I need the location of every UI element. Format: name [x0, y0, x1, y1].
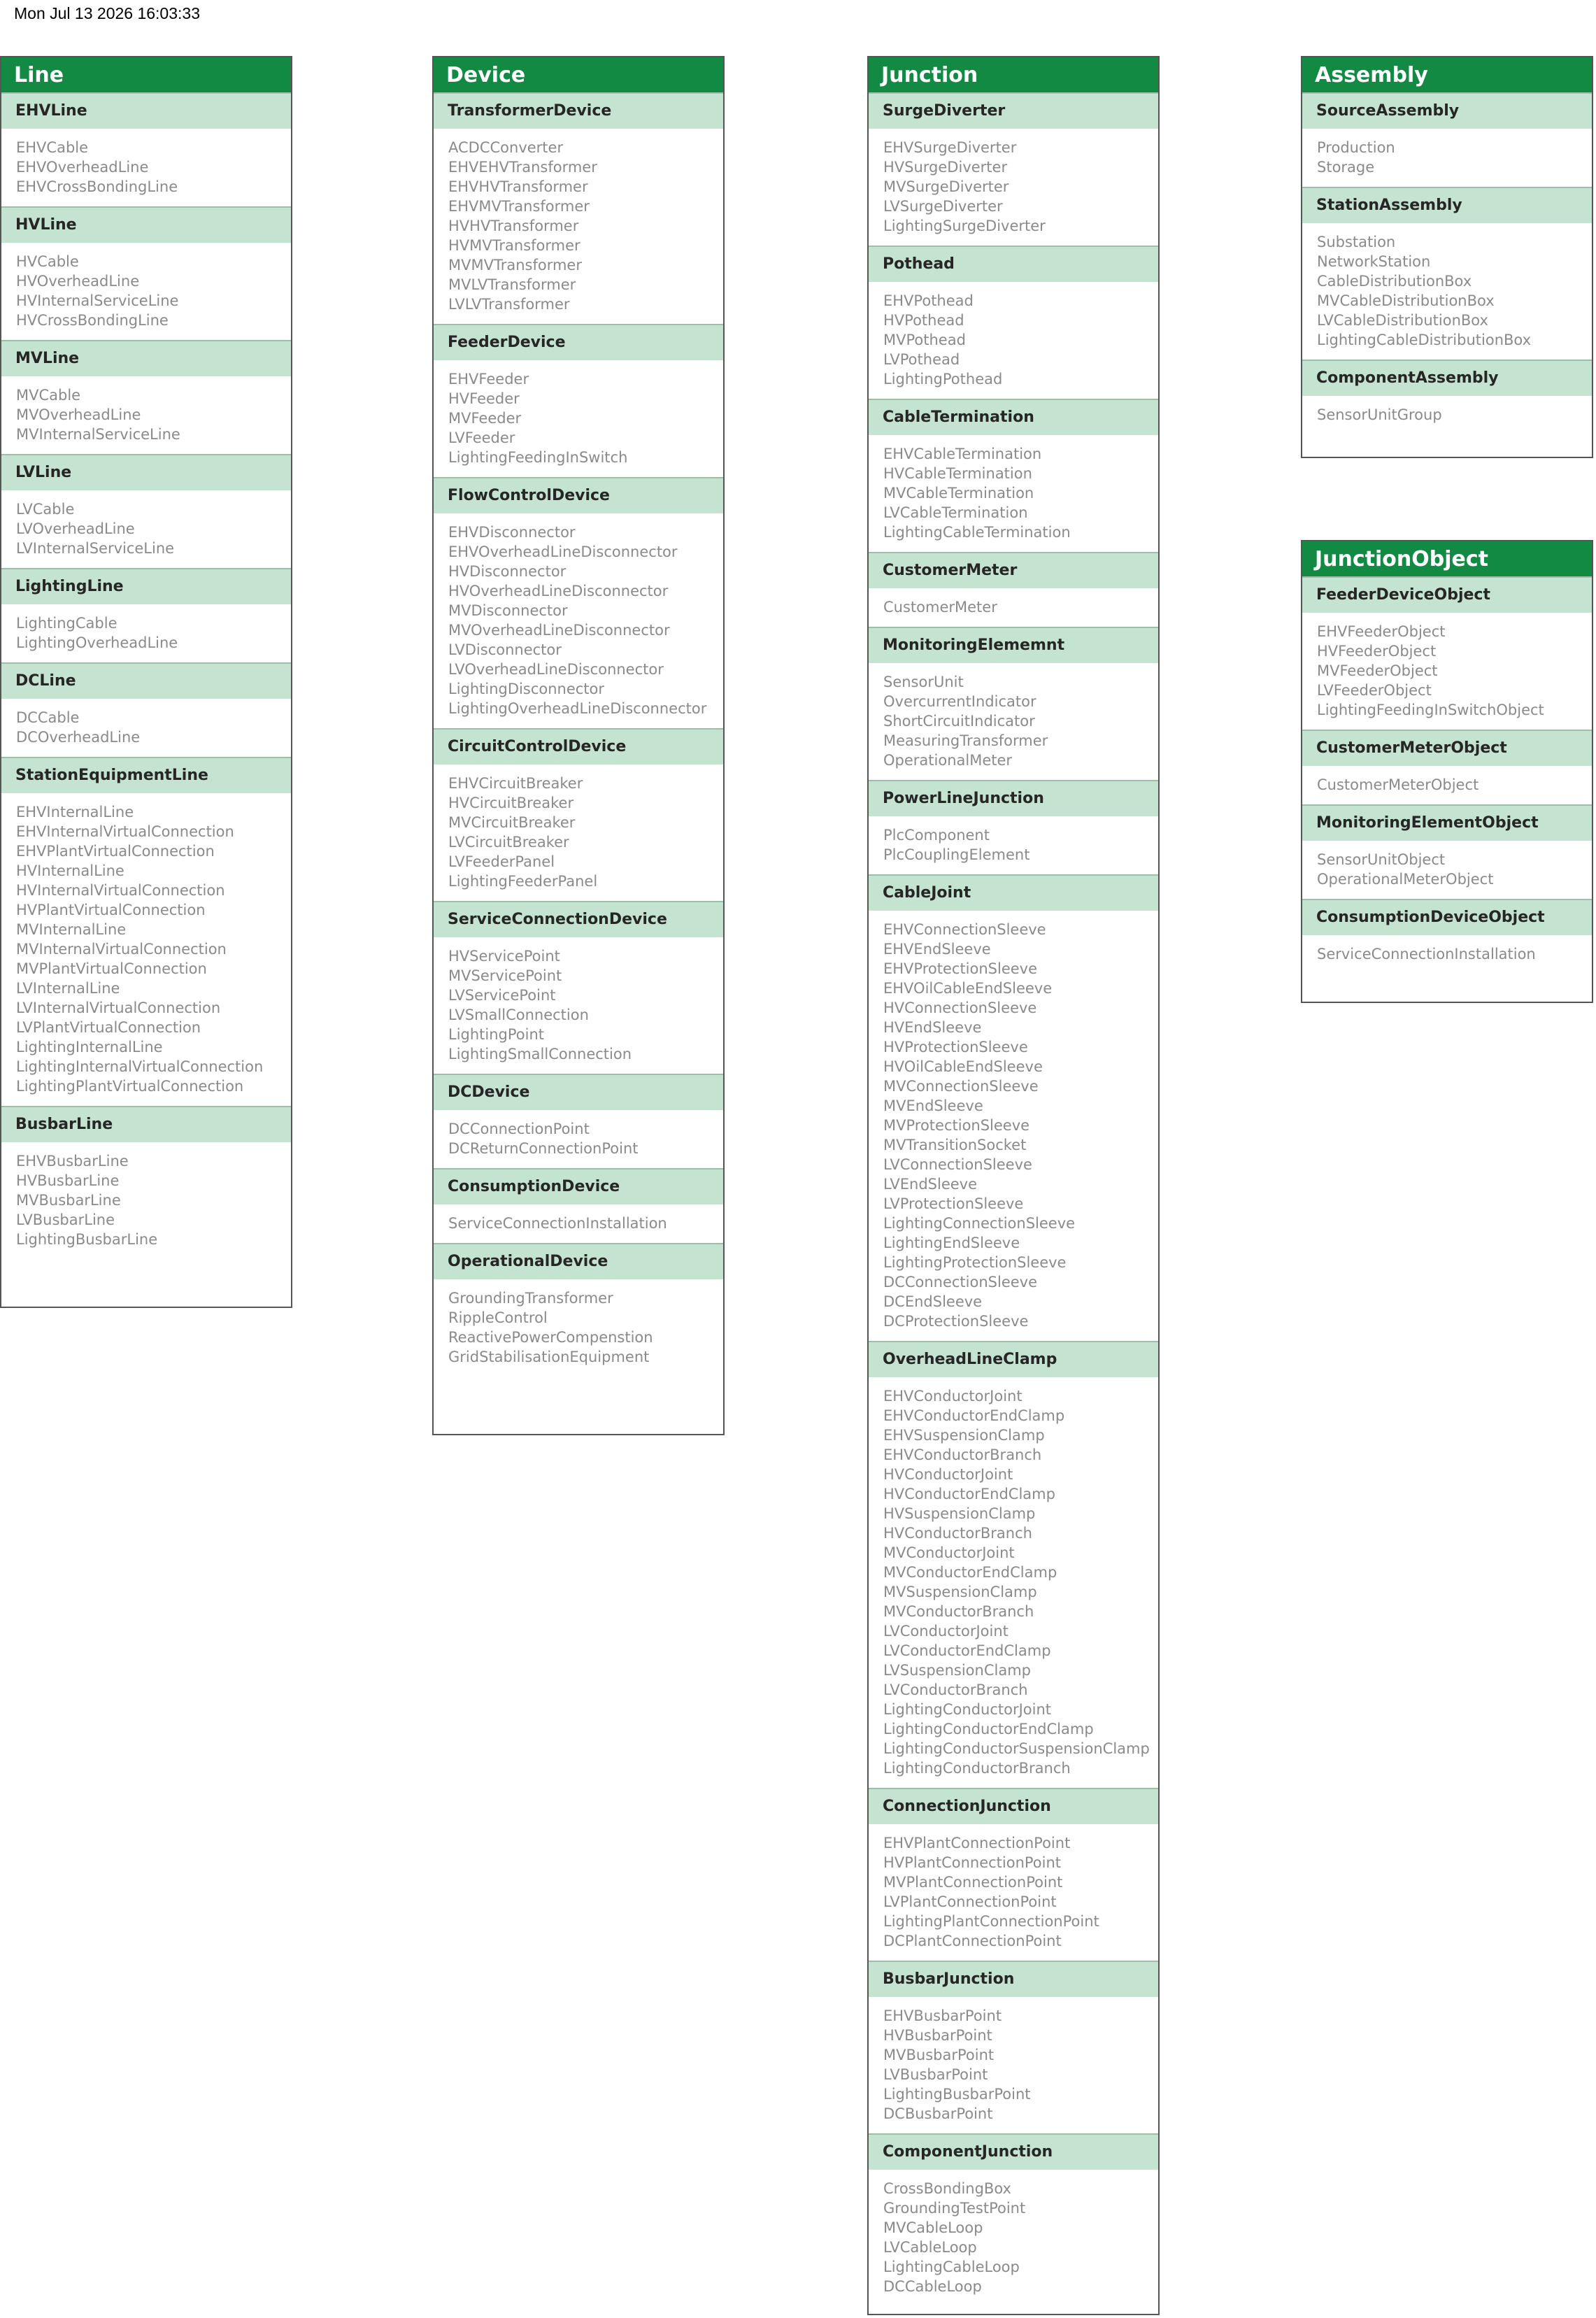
section-header: SurgeDiverter — [869, 92, 1158, 129]
list-item: MVCableTermination — [883, 485, 1034, 502]
list-item: LVCableTermination — [883, 504, 1028, 521]
section-items — [434, 765, 723, 901]
list-item: LVCable — [16, 501, 75, 518]
section-header: EHVLine — [1, 92, 291, 129]
list-item: EHVPothead — [883, 292, 974, 309]
list-item: PlcComponent — [883, 827, 990, 844]
column-line — [0, 56, 292, 1308]
list-item: DCProtectionSleeve — [883, 1313, 1029, 1330]
section-header: HVLine — [1, 206, 291, 243]
list-item: HVInternalVirtualConnection — [16, 882, 225, 899]
column-title: Assembly — [1302, 57, 1592, 92]
section-header: DCDevice — [434, 1074, 723, 1110]
list-item: HVCircuitBreaker — [448, 795, 574, 811]
list-item: HVCableTermination — [883, 465, 1032, 482]
section-header: BusbarLine — [1, 1106, 291, 1142]
section-items — [434, 360, 723, 477]
list-item: HVInternalServiceLine — [16, 292, 179, 309]
list-item: LightingConductorSuspensionClamp — [883, 1740, 1150, 1757]
section-header: MonitoringElememnt — [869, 627, 1158, 663]
section-header: TransformerDevice — [434, 92, 723, 129]
section-header: ComponentAssembly — [1302, 360, 1592, 396]
list-item: DCCableLoop — [883, 2278, 982, 2295]
list-item: LightingEndSleeve — [883, 1235, 1020, 1251]
list-item: HVConnectionSleeve — [883, 1000, 1037, 1016]
list-item: HVOverheadLineDisconnector — [448, 583, 669, 599]
list-item: LVOverheadLineDisconnector — [448, 661, 664, 678]
list-item: MeasuringTransformer — [883, 732, 1048, 749]
section-header: ComponentJunction — [869, 2133, 1158, 2170]
list-item: DCCable — [16, 709, 80, 726]
list-item: LightingSurgeDiverter — [883, 218, 1046, 234]
list-item: HVInternalLine — [16, 862, 124, 879]
list-item: EHVFeeder — [448, 371, 529, 387]
list-item: SensorUnit — [883, 674, 964, 690]
list-item: LVOverheadLine — [16, 520, 135, 537]
section-items — [1, 243, 291, 340]
section-items — [1302, 129, 1592, 187]
list-item: CustomerMeterObject — [1317, 776, 1479, 793]
section-items — [1, 793, 291, 1106]
list-item: MVCable — [16, 387, 81, 404]
list-item: ShortCircuitIndicator — [883, 713, 1035, 730]
list-item: ServiceConnectionInstallation — [448, 1215, 667, 1232]
list-item: LightingPoint — [448, 1026, 545, 1043]
list-item: LightingSmallConnection — [448, 1046, 632, 1062]
column-junction-object — [1301, 540, 1593, 1003]
section-items — [869, 282, 1158, 399]
list-item: LightingPothead — [883, 371, 1003, 387]
list-item: MVSuspensionClamp — [883, 1584, 1037, 1600]
list-item: GroundingTestPoint — [883, 2200, 1026, 2217]
list-item: MVInternalVirtualConnection — [16, 941, 227, 958]
list-item: MVConnectionSleeve — [883, 1078, 1039, 1095]
list-item: MVOverheadLineDisconnector — [448, 622, 670, 639]
list-item: MVCableLoop — [883, 2219, 983, 2236]
list-item: HVOverheadLine — [16, 273, 140, 290]
column-junction — [867, 56, 1160, 2315]
section-items — [1, 1142, 291, 1259]
list-item: LVConnectionSleeve — [883, 1156, 1032, 1173]
list-item: LVFeeder — [448, 429, 515, 446]
list-item: HVCrossBondingLine — [16, 312, 169, 329]
list-item: EHVMVTransformer — [448, 198, 590, 215]
column-title: Device — [434, 57, 723, 92]
section-items — [434, 1204, 723, 1243]
list-item: LVEndSleeve — [883, 1176, 978, 1193]
list-item: LightingFeederPanel — [448, 873, 598, 890]
list-item: EHVHVTransformer — [448, 178, 588, 195]
list-item: EHVPlantVirtualConnection — [16, 843, 215, 860]
list-item: LightingFeedingInSwitch — [448, 449, 628, 466]
list-item: Production — [1317, 139, 1395, 156]
list-item: EHVProtectionSleeve — [883, 960, 1038, 977]
list-item: MVTransitionSocket — [883, 1137, 1027, 1153]
section-header: CircuitControlDevice — [434, 728, 723, 765]
list-item: MVBusbarPoint — [883, 2047, 995, 2063]
section-items — [869, 1997, 1158, 2133]
section-header: OperationalDevice — [434, 1243, 723, 1279]
section-header: ConsumptionDeviceObject — [1302, 899, 1592, 935]
list-item: EHVDisconnector — [448, 524, 576, 541]
list-item: EHVConductorEndClamp — [883, 1407, 1065, 1424]
list-item: LVFeederPanel — [448, 853, 555, 870]
list-item: EHVCircuitBreaker — [448, 775, 583, 792]
list-item: LVBusbarLine — [16, 1211, 115, 1228]
list-item: MVOverheadLine — [16, 406, 141, 423]
list-item: LightingOverheadLine — [16, 634, 178, 651]
section-items — [869, 1377, 1158, 1788]
section-items — [869, 1824, 1158, 1961]
section-header: PowerLineJunction — [869, 780, 1158, 816]
section-items — [869, 588, 1158, 627]
list-item: HVConductorBranch — [883, 1525, 1032, 1542]
list-item: ACDCConverter — [448, 139, 564, 156]
list-item: DCBusbarPoint — [883, 2105, 993, 2122]
list-item: LVInternalVirtualConnection — [16, 1000, 221, 1016]
section-items — [434, 1279, 723, 1377]
section-header: MVLine — [1, 340, 291, 376]
list-item: MVPlantVirtualConnection — [16, 960, 207, 977]
section-header: ConsumptionDevice — [434, 1168, 723, 1204]
section-items — [1302, 613, 1592, 730]
list-item: OvercurrentIndicator — [883, 693, 1036, 710]
section-items — [869, 2170, 1158, 2306]
section-header: StationAssembly — [1302, 187, 1592, 223]
column-device — [432, 56, 725, 1435]
list-item: SensorUnitGroup — [1317, 406, 1442, 423]
list-item: LightingInternalVirtualConnection — [16, 1058, 264, 1075]
list-item: EHVConductorJoint — [883, 1388, 1023, 1405]
list-item: EHVConductorBranch — [883, 1446, 1042, 1463]
list-item: LightingOverheadLineDisconnector — [448, 700, 707, 717]
list-item: HVConductorJoint — [883, 1466, 1013, 1483]
list-item: MVEndSleeve — [883, 1097, 983, 1114]
section-items — [1, 376, 291, 454]
list-item: LVInternalLine — [16, 980, 120, 997]
list-item: MVServicePoint — [448, 967, 562, 984]
list-item: EHVSuspensionClamp — [883, 1427, 1045, 1444]
list-item: MVInternalServiceLine — [16, 426, 180, 443]
list-item: MVConductorBranch — [883, 1603, 1034, 1620]
list-item: HVDisconnector — [448, 563, 567, 580]
column-assembly — [1301, 56, 1593, 458]
section-header: CustomerMeterObject — [1302, 730, 1592, 766]
list-item: LightingConductorBranch — [883, 1760, 1071, 1777]
list-item: LVSuspensionClamp — [883, 1662, 1031, 1679]
section-items — [869, 816, 1158, 874]
list-item: MVConductorJoint — [883, 1544, 1015, 1561]
section-items — [869, 129, 1158, 246]
list-item: EHVOverheadLineDisconnector — [448, 543, 678, 560]
list-item: EHVEndSleeve — [883, 941, 991, 958]
list-item: Storage — [1317, 159, 1375, 176]
section-header: ServiceConnectionDevice — [434, 901, 723, 937]
list-item: EHVBusbarLine — [16, 1153, 129, 1169]
list-item: EHVSurgeDiverter — [883, 139, 1017, 156]
list-item: MVSurgeDiverter — [883, 178, 1009, 195]
list-item: HVServicePoint — [448, 948, 560, 965]
section-items — [434, 513, 723, 728]
section-header: CableTermination — [869, 399, 1158, 435]
list-item: LVBusbarPoint — [883, 2066, 988, 2083]
section-header: OverheadLineClamp — [869, 1341, 1158, 1377]
section-header: SourceAssembly — [1302, 92, 1592, 129]
list-item: GroundingTransformer — [448, 1290, 613, 1307]
list-item: EHVBusbarPoint — [883, 2007, 1002, 2024]
list-item: LightingInternalLine — [16, 1039, 163, 1055]
list-item: EHVInternalLine — [16, 804, 134, 820]
list-item: CustomerMeter — [883, 599, 997, 616]
list-item: HVProtectionSleeve — [883, 1039, 1028, 1055]
section-items — [1, 604, 291, 662]
list-item: EHVCableTermination — [883, 446, 1042, 462]
section-items — [869, 435, 1158, 552]
section-header: CustomerMeter — [869, 552, 1158, 588]
list-item: EHVCable — [16, 139, 89, 156]
list-item: HVSurgeDiverter — [883, 159, 1008, 176]
list-item: EHVOilCableEndSleeve — [883, 980, 1053, 997]
list-item: EHVFeederObject — [1317, 623, 1446, 640]
list-item: HVBusbarLine — [16, 1172, 120, 1189]
section-items — [1302, 935, 1592, 974]
list-item: HVMVTransformer — [448, 237, 580, 254]
section-items — [1, 490, 291, 568]
list-item: LVInternalServiceLine — [16, 540, 175, 557]
list-item: HVPlantConnectionPoint — [883, 1854, 1062, 1871]
list-item: EHVPlantConnectionPoint — [883, 1835, 1071, 1851]
section-header: ConnectionJunction — [869, 1788, 1158, 1824]
list-item: LVPlantVirtualConnection — [16, 1019, 201, 1036]
list-item: HVOilCableEndSleeve — [883, 1058, 1043, 1075]
section-items — [434, 129, 723, 324]
list-item: LightingConnectionSleeve — [883, 1215, 1076, 1232]
list-item: GridStabilisationEquipment — [448, 1349, 650, 1365]
list-item: CableDistributionBox — [1317, 273, 1472, 290]
list-item: HVPlantVirtualConnection — [16, 902, 206, 918]
section-header: Pothead — [869, 246, 1158, 282]
list-item: DCReturnConnectionPoint — [448, 1140, 639, 1157]
list-item: MVProtectionSleeve — [883, 1117, 1030, 1134]
list-item: HVPothead — [883, 312, 964, 329]
list-item: LVSurgeDiverter — [883, 198, 1003, 215]
list-item: NetworkStation — [1317, 253, 1431, 270]
list-item: LightingCableDistributionBox — [1317, 332, 1532, 348]
timestamp: Mon Jul 13 2026 16:03:33 — [14, 4, 200, 22]
list-item: LightingConductorEndClamp — [883, 1721, 1094, 1737]
list-item: OperationalMeterObject — [1317, 871, 1494, 888]
list-item: HVEndSleeve — [883, 1019, 982, 1036]
section-header: LightingLine — [1, 568, 291, 604]
list-item: MVInternalLine — [16, 921, 127, 938]
section-header: StationEquipmentLine — [1, 757, 291, 793]
list-item: LVConductorEndClamp — [883, 1642, 1051, 1659]
list-item: LightingProtectionSleeve — [883, 1254, 1067, 1271]
section-items — [1302, 841, 1592, 899]
list-item: LVConductorJoint — [883, 1623, 1009, 1640]
list-item: RippleControl — [448, 1309, 548, 1326]
list-item: DCOverheadLine — [16, 729, 141, 746]
list-item: MVLVTransformer — [448, 276, 576, 293]
list-item: LightingBusbarPoint — [883, 2086, 1031, 2103]
list-item: MVCircuitBreaker — [448, 814, 576, 831]
section-items — [434, 1110, 723, 1168]
list-item: LightingBusbarLine — [16, 1231, 158, 1248]
list-item: MVFeeder — [448, 410, 522, 427]
list-item: LightingFeedingInSwitchObject — [1317, 702, 1544, 718]
list-item: EHVCrossBondingLine — [16, 178, 178, 195]
list-item: LightingDisconnector — [448, 681, 605, 697]
list-item: LVProtectionSleeve — [883, 1195, 1024, 1212]
list-item: LVDisconnector — [448, 641, 562, 658]
list-item: LightingPlantVirtualConnection — [16, 1078, 244, 1095]
list-item: MVFeederObject — [1317, 662, 1438, 679]
list-item: DCConnectionSleeve — [883, 1274, 1038, 1290]
list-item: MVCableDistributionBox — [1317, 292, 1495, 309]
section-header: FeederDeviceObject — [1302, 576, 1592, 613]
list-item: LVPlantConnectionPoint — [883, 1893, 1057, 1910]
list-item: LVCircuitBreaker — [448, 834, 569, 851]
column-title: Line — [1, 57, 291, 92]
list-item: LVCableDistributionBox — [1317, 312, 1488, 329]
list-item: DCEndSleeve — [883, 1293, 983, 1310]
list-item: MVConductorEndClamp — [883, 1564, 1057, 1581]
list-item: ReactivePowerCompenstion — [448, 1329, 653, 1346]
section-items — [869, 911, 1158, 1341]
column-title: Junction — [869, 57, 1158, 92]
list-item: LVCableLoop — [883, 2239, 977, 2256]
list-item: HVHVTransformer — [448, 218, 579, 234]
list-item: CrossBondingBox — [883, 2180, 1011, 2197]
section-header: DCLine — [1, 662, 291, 699]
section-items — [869, 663, 1158, 780]
list-item: LVConductorBranch — [883, 1681, 1028, 1698]
section-items — [1302, 396, 1592, 434]
list-item: OperationalMeter — [883, 752, 1013, 769]
list-item: Substation — [1317, 234, 1396, 250]
list-item: LightingCableTermination — [883, 524, 1071, 541]
list-item: HVCable — [16, 253, 79, 270]
list-item: MVBusbarLine — [16, 1192, 121, 1209]
list-item: HVFeederObject — [1317, 643, 1437, 660]
section-header: MonitoringElementObject — [1302, 804, 1592, 841]
section-header: BusbarJunction — [869, 1961, 1158, 1997]
section-header: FlowControlDevice — [434, 477, 723, 513]
list-item: LVFeederObject — [1317, 682, 1432, 699]
list-item: HVFeeder — [448, 390, 520, 407]
section-items — [1, 699, 291, 757]
list-item: LightingCableLoop — [883, 2259, 1020, 2275]
list-item: LightingPlantConnectionPoint — [883, 1913, 1099, 1930]
column-title: JunctionObject — [1302, 541, 1592, 576]
section-items — [1302, 766, 1592, 804]
list-item: MVMVTransformer — [448, 257, 582, 273]
section-items — [1302, 223, 1592, 360]
list-item: HVSuspensionClamp — [883, 1505, 1036, 1522]
list-item: ServiceConnectionInstallation — [1317, 946, 1536, 962]
section-items — [434, 937, 723, 1074]
list-item: DCPlantConnectionPoint — [883, 1933, 1062, 1949]
list-item: EHVConnectionSleeve — [883, 921, 1046, 938]
list-item: DCConnectionPoint — [448, 1121, 590, 1137]
list-item: MVPlantConnectionPoint — [883, 1874, 1063, 1891]
section-items — [1, 129, 291, 206]
list-item: LVPothead — [883, 351, 960, 368]
list-item: EHVInternalVirtualConnection — [16, 823, 234, 840]
list-item: LightingCable — [16, 615, 117, 632]
section-header: CableJoint — [869, 874, 1158, 911]
list-item: MVDisconnector — [448, 602, 568, 619]
list-item: LVSmallConnection — [448, 1007, 589, 1023]
list-item: LVLVTransformer — [448, 296, 570, 313]
section-header: LVLine — [1, 454, 291, 490]
list-item: EHVEHVTransformer — [448, 159, 597, 176]
list-item: LightingConductorJoint — [883, 1701, 1052, 1718]
list-item: EHVOverheadLine — [16, 159, 149, 176]
list-item: MVPothead — [883, 332, 966, 348]
list-item: PlcCouplingElement — [883, 846, 1030, 863]
list-item: SensorUnitObject — [1317, 851, 1446, 868]
list-item: HVConductorEndClamp — [883, 1486, 1055, 1502]
list-item: HVBusbarPoint — [883, 2027, 992, 2044]
list-item: LVServicePoint — [448, 987, 556, 1004]
section-header: FeederDevice — [434, 324, 723, 360]
